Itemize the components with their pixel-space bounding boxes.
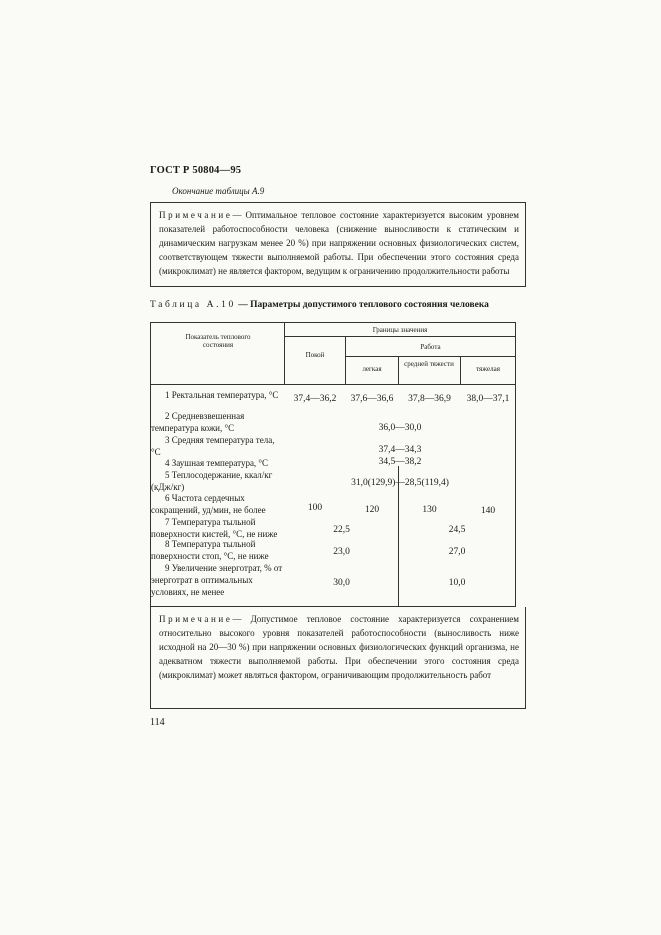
row-divider bbox=[345, 356, 515, 357]
table-caption-prefix: Таблица А.10 bbox=[150, 300, 236, 310]
table-caption-title: — Параметры допустимого теплового состояния человека bbox=[238, 300, 489, 310]
parameters-table bbox=[150, 322, 516, 607]
header-heavy: тяжелая bbox=[476, 365, 500, 373]
header-indicator: Показатель теплового состояния bbox=[185, 333, 251, 349]
cell-right: 10,0 bbox=[448, 578, 466, 588]
cell-all: 37,4—34,3 bbox=[378, 445, 422, 455]
cell-medium: 130 bbox=[422, 505, 437, 515]
row-label: 9 Увеличение энерготрат, % от энерготрат в оптимальных условиях, не менее bbox=[151, 563, 283, 597]
header-rest: Покой bbox=[305, 351, 325, 359]
header-limits: Границы значения bbox=[372, 326, 428, 334]
header-bottom-line bbox=[151, 384, 515, 385]
cell-all: 31,0(129,9)—28,5(119,4) bbox=[351, 478, 449, 488]
col-divider bbox=[398, 356, 399, 384]
cell-heavy: 38,0—37,1 bbox=[466, 394, 510, 404]
table-caption bbox=[150, 300, 489, 310]
row-label: 7 Температура тыльной поверхности кистей, °С, не ниже bbox=[151, 517, 278, 539]
row-label: 5 Теплосодержание, ккал/кг (кДж/кг) bbox=[151, 470, 273, 492]
row-label: 4 Заушная температура, °С bbox=[165, 458, 269, 468]
cell-right: 27,0 bbox=[448, 547, 466, 557]
cell-light: 37,6—36,6 bbox=[350, 394, 394, 404]
page-number: 114 bbox=[150, 717, 165, 728]
standard-header: ГОСТ Р 50804—95 bbox=[150, 165, 242, 176]
note-a10-prefix: Примечание bbox=[159, 614, 233, 624]
cell-left: 23,0 bbox=[333, 547, 350, 557]
header-medium: средней тяжести bbox=[404, 360, 454, 368]
cell-medium: 37,8—36,9 bbox=[408, 394, 451, 404]
header-work: Работа bbox=[420, 343, 441, 351]
note-a10 bbox=[150, 607, 526, 709]
row-label: 2 Средневзвешенная температура кожи, °С bbox=[151, 411, 245, 433]
cell-left: 30,0 bbox=[333, 578, 350, 588]
row-label: 6 Частота сердечных сокращений, уд/мин, не более bbox=[151, 493, 266, 515]
row-label: 1 Ректальная температура, °С bbox=[165, 390, 279, 400]
cell-all: 36,0—30,0 bbox=[378, 423, 422, 433]
note-a10-text: — Допустимое тепловое состояние характеризуется сохранением относительно высокого уровня показателей работоспособности (выносливость ниже исходной на 20—30 %) при напряжении основных физиологических функций организма, не адекватном тяжести выполняемой работы. При обеспечении этого состояния среда (микроклимат) может являться фактором, ограничивающим продолжительность работ bbox=[159, 614, 519, 680]
row-label: 3 Средняя температура тела, °С bbox=[151, 435, 275, 457]
table-continuation-label: Окончание таблицы А.9 bbox=[172, 186, 265, 196]
cell-rest: 37,4—36,2 bbox=[293, 394, 337, 404]
cell-right: 24,5 bbox=[448, 525, 466, 535]
cell-light: 120 bbox=[364, 505, 380, 515]
note-a9-text: — Оптимальное тепловое состояние характеризуется высоким уровнем показателей работоспособности человека (снижение выносливости к статическим и динамическим нагрузкам менее 20 %) при напряжении основных физиологических систем, соответствующем тяжести выполняемой работы. При обеспечении этого состояния среда (микроклимат) не является фактором, ведущим к ограничению продолжительности работы bbox=[159, 210, 519, 276]
cell-heavy: 140 bbox=[480, 506, 496, 516]
cell-left: 22,5 bbox=[333, 525, 350, 535]
note-a9 bbox=[150, 202, 526, 287]
cell-rest: 100 bbox=[307, 503, 323, 513]
row-divider bbox=[284, 336, 515, 337]
cell-all: 34,5—38,2 bbox=[378, 457, 422, 467]
header-light: легкая bbox=[362, 365, 382, 373]
row-label: 8 Температура тыльной поверхности стоп, °С, не ниже bbox=[151, 539, 269, 561]
note-a9-prefix: Примечание bbox=[159, 210, 233, 220]
